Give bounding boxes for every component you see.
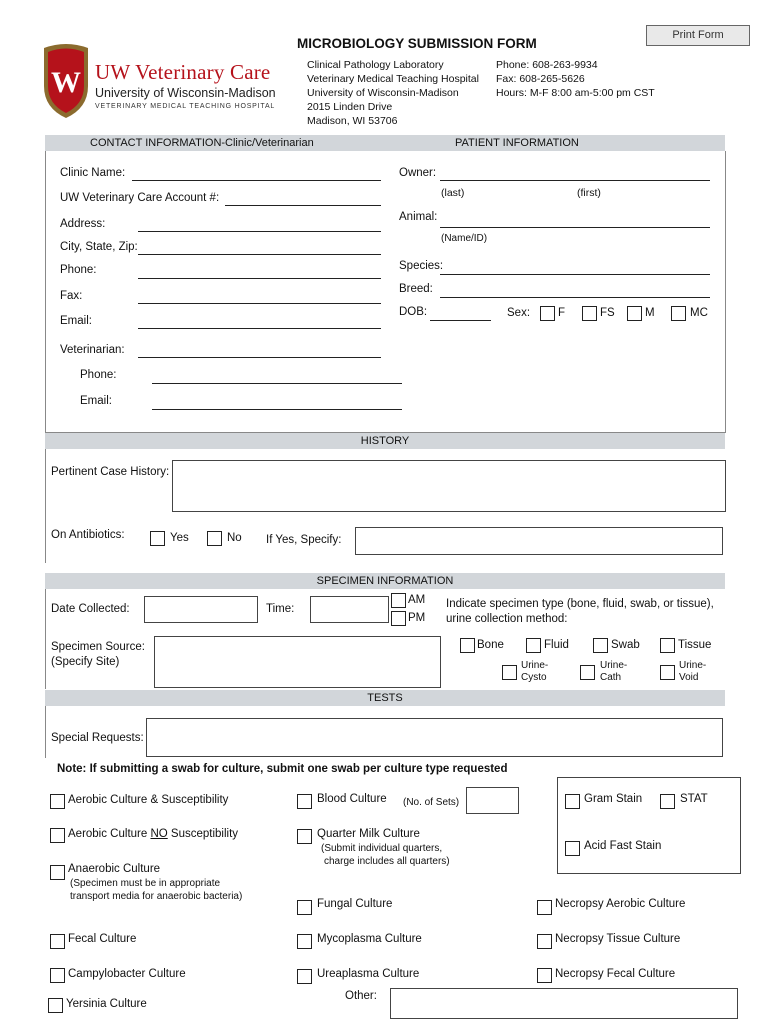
urine-cysto-label [521, 660, 548, 684]
fluid-checkbox[interactable] [526, 638, 541, 653]
address-label: Address: [60, 218, 106, 230]
necropsy-aerobic-label: Necropsy Aerobic Culture [555, 898, 686, 910]
address-line: University of Wisconsin-Madison [307, 87, 459, 99]
stain-group-box [557, 777, 741, 874]
time-field[interactable] [310, 596, 389, 623]
clinic-name-field[interactable] [132, 180, 381, 181]
am-label: AM [408, 594, 426, 606]
no-of-sets-label: (No. of Sets) [403, 797, 460, 808]
owner-first-hint: (first) [577, 187, 601, 199]
mycoplasma-checkbox[interactable] [297, 934, 312, 949]
anaerobic-checkbox[interactable] [50, 865, 65, 880]
logo-line2: University of Wisconsin-Madison [95, 86, 276, 100]
species-field[interactable] [440, 274, 710, 275]
sex-f-checkbox[interactable] [540, 306, 555, 321]
other-label: Other: [345, 990, 377, 1002]
gram-stain-checkbox[interactable] [565, 794, 580, 809]
necropsy-aerobic-checkbox[interactable] [537, 900, 552, 915]
stat-label: STAT [680, 793, 708, 805]
patient-section-title: PATIENT INFORMATION [455, 137, 579, 149]
anaerobic-label: Anaerobic Culture [68, 863, 161, 875]
necropsy-tissue-checkbox[interactable] [537, 934, 552, 949]
aerobic-no-text-2: NO [150, 828, 168, 840]
sex-m-label: M [645, 307, 655, 319]
bone-checkbox[interactable] [460, 638, 475, 653]
logo-line1: UW Veterinary Care [95, 60, 271, 84]
dob-field[interactable] [430, 320, 491, 321]
fluid-label: Fluid [544, 639, 569, 651]
tests-section-title: TESTS [367, 692, 403, 704]
aerobic-no-text-1: Aerobic Culture [68, 828, 151, 840]
urine-cath-checkbox[interactable] [580, 665, 595, 680]
breed-field[interactable] [440, 297, 710, 298]
tissue-checkbox[interactable] [660, 638, 675, 653]
logo-line3: VETERINARY MEDICAL TEACHING HOSPITAL [95, 103, 276, 110]
aerobic-no-text-3: Susceptibility [167, 828, 239, 840]
ureaplasma-checkbox[interactable] [297, 969, 312, 984]
sex-fs-checkbox[interactable] [582, 306, 597, 321]
aerobic-no-susceptibility-label [68, 828, 238, 840]
veterinarian-field[interactable] [138, 357, 381, 358]
veterinarian-label: Veterinarian: [60, 344, 125, 356]
aerobic-no-susceptibility-checkbox[interactable] [50, 828, 65, 843]
ureaplasma-label: Ureaplasma Culture [317, 968, 420, 980]
print-form-button[interactable]: Print Form [646, 25, 750, 46]
species-label: Species: [399, 260, 444, 272]
clinic-name-label: Clinic Name: [60, 167, 126, 179]
urine-void-line2: Void [679, 672, 699, 683]
fungal-culture-checkbox[interactable] [297, 900, 312, 915]
history-header-bar [45, 433, 725, 449]
antibiotics-yes-label: Yes [170, 532, 189, 544]
fecal-culture-checkbox[interactable] [50, 934, 65, 949]
address-line: 2015 Linden Drive [307, 101, 393, 113]
campylobacter-label: Campylobacter Culture [68, 968, 186, 980]
vet-email-label: Email: [80, 395, 112, 407]
am-checkbox[interactable] [391, 593, 406, 608]
quarter-milk-checkbox[interactable] [297, 829, 312, 844]
swab-checkbox[interactable] [593, 638, 608, 653]
tests-header-bar [45, 690, 725, 706]
gram-stain-label: Gram Stain [584, 793, 643, 805]
address-line: Clinical Pathology Laboratory [307, 59, 444, 71]
fecal-culture-label: Fecal Culture [68, 933, 137, 945]
breed-label: Breed: [399, 283, 433, 295]
blood-culture-checkbox[interactable] [297, 794, 312, 809]
uw-shield-icon [40, 40, 92, 120]
urine-void-label [679, 660, 706, 684]
specimen-type-instruction-2: urine collection method: [446, 613, 568, 625]
urine-cath-line2: Cath [600, 672, 622, 683]
specimen-type-instruction-1: Indicate specimen type (bone, fluid, swab, or tissue), [446, 598, 714, 610]
city-state-zip-label: City, State, Zip: [60, 241, 138, 253]
specimen-source-hint: (Specify Site) [51, 656, 120, 668]
shield-letter: W [51, 66, 81, 99]
necropsy-fecal-checkbox[interactable] [537, 968, 552, 983]
address-line: Veterinary Medical Teaching Hospital [307, 73, 479, 85]
urine-cysto-checkbox[interactable] [502, 665, 517, 680]
animal-field[interactable] [440, 227, 710, 228]
special-requests-field[interactable] [146, 718, 723, 757]
tissue-label: Tissue [678, 639, 712, 651]
phone-field[interactable] [138, 278, 381, 279]
owner-field[interactable] [440, 180, 710, 181]
account-label: UW Veterinary Care Account #: [60, 192, 220, 204]
urine-void-line1: Urine- [679, 660, 707, 671]
anaerobic-note-1: (Specimen must be in appropriate [70, 878, 221, 889]
antibiotics-specify-field[interactable] [355, 527, 723, 555]
city-state-zip-field[interactable] [138, 254, 381, 255]
antibiotics-yes-checkbox[interactable] [150, 531, 165, 546]
account-field[interactable] [225, 205, 381, 206]
urine-cysto-line2: Cysto [521, 672, 547, 683]
contact-line: Hours: M-F 8:00 am-5:00 pm CST [496, 87, 655, 99]
sex-mc-checkbox[interactable] [671, 306, 686, 321]
quarter-note-1: (Submit individual quarters, [321, 843, 443, 854]
specimen-section-title: SPECIMEN INFORMATION [316, 575, 454, 587]
address-field[interactable] [138, 231, 381, 232]
pm-checkbox[interactable] [391, 611, 406, 626]
urine-void-checkbox[interactable] [660, 665, 675, 680]
uw-vet-care-logo [40, 40, 280, 120]
time-label: Time: [266, 603, 295, 615]
vet-email-field[interactable] [152, 409, 402, 410]
email-field[interactable] [138, 328, 381, 329]
date-collected-label: Date Collected: [51, 603, 130, 615]
yersinia-checkbox[interactable] [48, 998, 63, 1013]
contact-section-title: CONTACT INFORMATION-Clinic/Veterinarian [90, 137, 314, 149]
necropsy-tissue-label: Necropsy Tissue Culture [555, 933, 681, 945]
specimen-header-bar [45, 573, 725, 589]
yersinia-label: Yersinia Culture [66, 998, 147, 1010]
vet-phone-label: Phone: [80, 369, 117, 381]
campylobacter-checkbox[interactable] [50, 968, 65, 983]
lab-address [307, 58, 479, 128]
anaerobic-note-2: transport media for anaerobic bacteria) [70, 891, 243, 902]
fax-field[interactable] [138, 303, 381, 304]
tests-frame-left [45, 706, 46, 758]
mycoplasma-label: Mycoplasma Culture [317, 933, 422, 945]
stat-checkbox[interactable] [660, 794, 675, 809]
specimen-frame-left [45, 589, 46, 689]
antibiotics-specify-label: If Yes, Specify: [266, 534, 342, 546]
specimen-source-textarea[interactable] [154, 636, 441, 688]
sex-label: Sex: [507, 307, 531, 319]
bone-label: Bone [477, 639, 504, 651]
antibiotics-no-checkbox[interactable] [207, 531, 222, 546]
history-section-title: HISTORY [360, 435, 410, 447]
email-label: Email: [60, 315, 92, 327]
pm-label: PM [408, 612, 426, 624]
contact-line: Phone: 608-263-9934 [496, 59, 598, 71]
animal-name-hint: (Name/ID) [441, 233, 488, 244]
lab-contact [496, 58, 655, 100]
quarter-milk-label: Quarter Milk Culture [317, 828, 420, 840]
case-history-label: Pertinent Case History: [51, 466, 170, 478]
on-antibiotics-label: On Antibiotics: [51, 529, 125, 541]
blood-sets-field[interactable] [466, 787, 519, 814]
acid-fast-label: Acid Fast Stain [584, 840, 662, 852]
animal-label: Animal: [399, 211, 438, 223]
history-frame-left [45, 449, 46, 563]
phone-label: Phone: [60, 264, 97, 276]
necropsy-fecal-label: Necropsy Fecal Culture [555, 968, 676, 980]
blood-culture-label: Blood Culture [317, 793, 387, 805]
aerobic-susceptibility-checkbox[interactable] [50, 794, 65, 809]
other-field[interactable] [390, 988, 738, 1019]
sex-mc-label: MC [690, 307, 708, 319]
sex-m-checkbox[interactable] [627, 306, 642, 321]
owner-last-hint: (last) [441, 187, 465, 199]
dob-label: DOB: [399, 306, 428, 318]
aerobic-susceptibility-label: Aerobic Culture & Susceptibility [68, 794, 229, 806]
vet-phone-field[interactable] [152, 383, 402, 384]
swab-note: Note: If submitting a swab for culture, submit one swab per culture type requested [57, 763, 508, 775]
sex-f-label: F [558, 307, 566, 319]
contact-line: Fax: 608-265-5626 [496, 73, 585, 85]
urine-cath-label [600, 660, 627, 684]
form-title: MICROBIOLOGY SUBMISSION FORM [297, 36, 537, 51]
urine-cysto-line1: Urine- [521, 660, 549, 671]
urine-cath-line1: Urine- [600, 660, 628, 671]
owner-label: Owner: [399, 167, 437, 179]
antibiotics-no-label: No [227, 532, 242, 544]
specimen-source-label: Specimen Source: [51, 641, 145, 653]
swab-label: Swab [611, 639, 640, 651]
special-requests-label: Special Requests: [51, 732, 144, 744]
contact-patient-header-bar [45, 135, 725, 151]
acid-fast-checkbox[interactable] [565, 841, 580, 856]
quarter-note-2: charge includes all quarters) [324, 856, 450, 867]
address-line: Madison, WI 53706 [307, 115, 398, 127]
case-history-textarea[interactable] [172, 460, 726, 512]
fungal-culture-label: Fungal Culture [317, 898, 393, 910]
sex-fs-label: FS [600, 307, 615, 319]
date-collected-field[interactable] [144, 596, 258, 623]
fax-label: Fax: [60, 290, 83, 302]
